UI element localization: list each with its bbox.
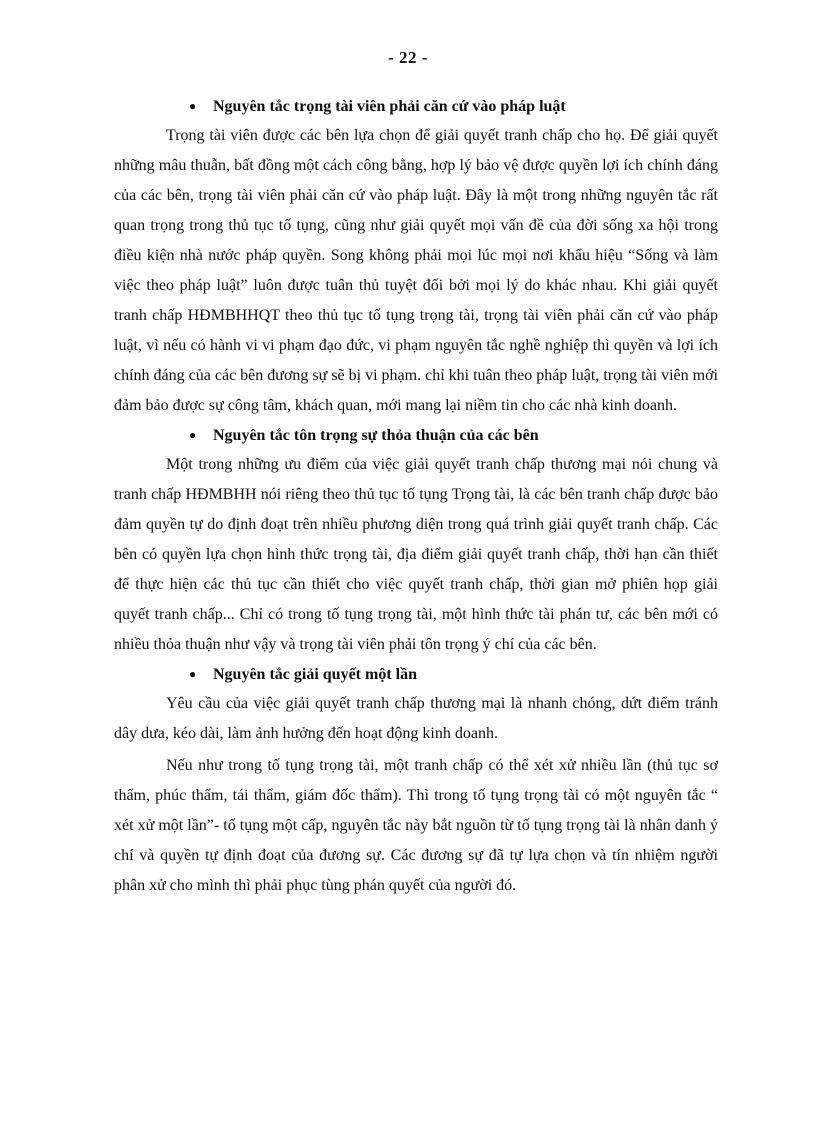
section-legal-basis — [114, 92, 718, 421]
section-heading — [114, 660, 718, 689]
bullet-icon: ● — [189, 667, 197, 681]
section-heading — [114, 421, 718, 450]
body-paragraph: Trọng tài viên được các bên lựa chọn để giải quyết tranh chấp cho họ. Để giải quyết những mâu thuẫn, bất đồng một cách công bằng, hợp lý bảo vệ được quyền lợi ích chính đáng của các bên, trọng tài viên phải căn cứ vào pháp luật. Đây là một trong những nguyên tắc rất quan trọng trong thủ tục tố tụng, cũng như giải quyết mọi vấn đề của đời sống xa hội trong điều kiện nhà nước pháp quyền. Song không phải mọi lúc mọi nơi khẩu hiệu “Sống và làm việc theo pháp luật” luôn được tuân thủ tuyệt đối bởi mọi lý do khác nhau. Khi giải quyết tranh chấp HĐMBHHQT theo thủ tục tố tụng trọng tài, trọng tài viên phải căn cứ vào pháp luật, vì nếu có hành vi vi phạm đạo đức, vi phạm nguyên tắc nghề nghiệp thì quyền và lợi ích chính đáng của các bên đương sự sẽ bị vi phạm. chỉ khi tuân theo pháp luật, trọng tài viên mới đảm bảo được sự công tâm, khách quan, mới mang lại niềm tin cho các nhà kinh doanh. — [114, 127, 718, 414]
bullet-icon: ● — [189, 99, 197, 113]
section-heading-text: Nguyên tắc giải quyết một lần — [213, 666, 417, 683]
section-heading-text: Nguyên tắc trọng tài viên phải căn cứ vào pháp luật — [213, 98, 566, 115]
section-heading — [114, 92, 718, 121]
section-respect-agreement — [114, 421, 718, 660]
bullet-icon: ● — [189, 428, 197, 442]
body-paragraph: Yêu cầu của việc giải quyết tranh chấp thương mại là nhanh chóng, dứt điểm tránh dây dưa, kéo dài, làm ảnh hưởng đến hoạt động kinh doanh. — [114, 695, 718, 742]
section-single-resolution — [114, 660, 718, 901]
body-paragraph: Nếu như trong tố tụng trọng tài, một tranh chấp có thể xét xử nhiều lần (thủ tục sơ thẩm, phúc thẩm, tái thẩm, giám đốc thẩm). Thì trong tố tụng trọng tài có một nguyên tắc “ xét xử một lần”- tố tụng một cấp, nguyên tắc này bắt nguồn từ tố tụng trọng tài là nhân danh ý chí và quyền tự định đoạt của đương sự. Các đương sự đã tự lựa chọn và tín nhiệm người phân xử cho mình thì phải phục tùng phán quyết của người đó. — [114, 757, 718, 894]
document-body — [114, 92, 718, 901]
body-paragraph: Một trong những ưu điểm của việc giải quyết tranh chấp thương mại nói chung và tranh chấp HĐMBHH nói riêng theo thủ tục tố tụng Trọng tài, là các bên tranh chấp được bảo đảm quyền tự do định đoạt trên nhiều phương diện trong quá trình giải quyết tranh chấp. Các bên có quyền lựa chọn hình thức trọng tài, địa điểm giải quyết tranh chấp, thời hạn cần thiết để thực hiện các thủ tục cần thiết cho việc quyết tranh chấp, thời gian mở phiên họp giải quyết tranh chấp... Chỉ có trong tố tụng trọng tài, một hình thức tài phán tư, các bên mới có nhiều thỏa thuận như vậy và trọng tài viên phải tôn trọng ý chí của các bên. — [114, 456, 718, 653]
page-number: - 22 - — [388, 48, 428, 67]
section-heading-text: Nguyên tắc tôn trọng sự thỏa thuận của các bên — [213, 427, 539, 444]
